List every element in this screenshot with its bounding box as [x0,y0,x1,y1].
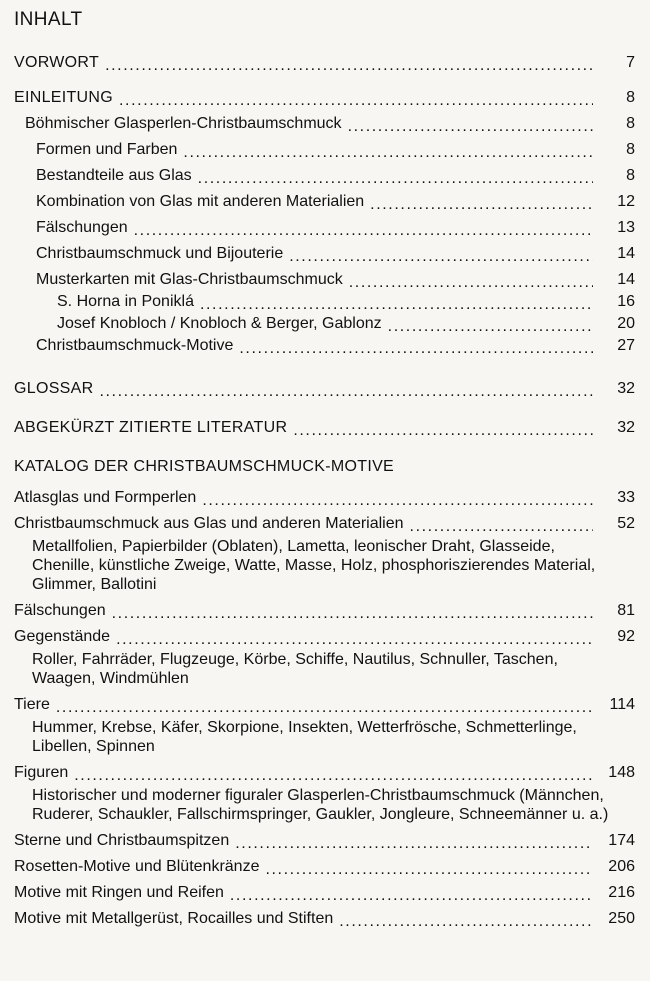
toc-entry-musterkarten[interactable] [0,271,650,289]
dot-leader [105,58,593,72]
toc-entry-label: Kombination von Glas mit anderen Materialien [36,193,365,210]
toc-note-tiere: Hummer, Krebse, Käfer, Skorpione, Insekten, Wetterfrösche, Schmetterlinge, Libellen, Spinnen [32,719,577,755]
spacer [0,133,650,141]
dot-leader [293,423,593,437]
spacer [0,72,650,89]
toc-entry-katalog-der-christbaumschmuck-motive[interactable] [0,458,650,476]
spacer [0,398,650,415]
spacer [0,237,650,245]
toc-entry-label: Josef Knobloch / Knobloch & Berger, Gablonz [57,315,382,332]
spacer [0,876,650,884]
spacer [0,756,650,764]
dot-leader [349,275,593,289]
spacer [0,688,650,696]
spacer [0,185,650,193]
spacer [0,355,650,372]
toc-entry-label: Motive mit Metallgerüst, Rocailles und Stiften [14,910,334,927]
toc-entry-label: Musterkarten mit Glas-Christbaumschmuck [36,271,343,288]
toc-entry-kombination-von-glas[interactable] [0,193,650,211]
toc-entry-rosetten-motive[interactable] [0,858,650,876]
dot-leader [134,223,593,237]
spacer [0,850,650,858]
toc-entry-label: Atlasglas und Formperlen [14,489,197,506]
spacer [0,476,650,489]
dot-leader [119,93,593,107]
spacer [0,372,650,380]
toc-entry-page: 12 [617,193,635,210]
toc-entry-gegenstaende[interactable] [0,628,650,646]
toc-entry-label: GLOSSAR [14,380,94,397]
dot-leader [99,384,593,398]
toc-entry-label: Motive mit Ringen und Reifen [14,884,224,901]
toc-entry-figuren[interactable] [0,764,650,782]
toc-entry-label: Gegenstände [14,628,111,645]
toc-note-gegenstaende: Roller, Fahrräder, Flugzeuge, Körbe, Schiffe, Nautilus, Schnuller, Taschen, Waagen, Windmühlen [32,651,558,687]
toc-entry-label: Christbaumschmuck-Motive [36,337,234,354]
toc-entry-abgekuerzt-zitierte-literatur[interactable] [0,419,650,437]
toc-note-figuren: Historischer und moderner figuraler Glasperlen-Christbaumschmuck (Männchen, Ruderer, Schaukler, Fallschirmspringer, Gaukler, Jongleure, Schneemänner u. a.) [32,787,609,823]
toc-entry-christbaumschmuck-aus-glas[interactable] [0,515,650,533]
toc-entry-page: 14 [617,271,635,288]
toc-entry-label: EINLEITUNG [14,89,114,106]
toc-entry-label: Rosetten-Motive und Blütenkränze [14,858,260,875]
toc-entry-label: Figuren [14,764,69,781]
dot-leader [239,341,593,355]
toc-entry-page: 114 [609,696,635,713]
toc-entry-label: Christbaumschmuck aus Glas und anderen Materialien [14,515,404,532]
toc-entry-page: 32 [617,419,635,436]
toc-entry-label: Formen und Farben [36,141,178,158]
toc-entry-label: S. Horna in Poniklá [57,293,194,310]
toc-entry-label: Christbaumschmuck und Bijouterie [36,245,284,262]
spacer [0,594,650,602]
table-of-contents [0,54,650,928]
toc-entry-page: 7 [626,54,635,71]
dot-leader [200,297,593,311]
spacer [0,437,650,454]
toc-entry-label: Fälschungen [36,219,128,236]
toc-entry-motive-mit-metallgeruest[interactable] [0,910,650,928]
spacer [0,507,650,515]
dot-leader [56,700,593,714]
toc-entry-label: KATALOG DER CHRISTBAUMSCHMUCK-MOTIVE [14,458,395,475]
spacer [0,211,650,219]
dot-leader [339,914,593,928]
toc-entry-josef-knobloch[interactable] [0,315,650,333]
toc-note-christbaumschmuck-aus-glas: Metallfolien, Papierbilder (Oblaten), Lametta, leonischer Draht, Glasseide, Chenille, künstliche Zweige, Watte, Masse, Holz, phosphoriszierendes Material, Glimmer, Ballotini [32,538,596,593]
toc-entry-bestandteile-aus-glas[interactable] [0,167,650,185]
dot-leader [183,145,593,159]
toc-entry-page: 206 [608,858,635,875]
toc-entry-sterne-und-christbaumspitzen[interactable] [0,832,650,850]
toc-entry-glossar[interactable] [0,380,650,398]
toc-entry-label: Tiere [14,696,50,713]
toc-entry-page: 20 [617,315,635,332]
toc-entry-label: Böhmischer Glasperlen-Christbaumschmuck [25,115,342,132]
toc-entry-boehmischer-glasperlen-christbaumschmuck[interactable] [0,115,650,133]
dot-leader [112,606,593,620]
dot-leader [235,836,593,850]
toc-entry-page: 8 [626,89,635,106]
toc-entry-faelschungen-katalog[interactable] [0,602,650,620]
toc-entry-page: 52 [617,515,635,532]
toc-entry-einleitung[interactable] [0,89,650,107]
toc-entry-page: 32 [617,380,635,397]
spacer [0,107,650,115]
dot-leader [410,519,593,533]
dot-leader [370,197,593,211]
toc-entry-page: 8 [626,141,635,158]
toc-entry-page: 250 [608,910,635,927]
toc-entry-page: 174 [608,832,635,849]
toc-entry-tiere[interactable] [0,696,650,714]
toc-entry-page: 13 [617,219,635,236]
spacer [0,263,650,271]
dot-leader [289,249,593,263]
toc-entry-s-horna-in-ponikla[interactable] [0,293,650,311]
toc-entry-page: 148 [608,764,635,781]
dot-leader [388,319,593,333]
toc-entry-label: Sterne und Christbaumspitzen [14,832,230,849]
toc-entry-label: Bestandteile aus Glas [36,167,192,184]
toc-entry-page: 27 [617,337,635,354]
spacer [0,824,650,832]
spacer [0,159,650,167]
toc-entry-motive-mit-ringen-und-reifen[interactable] [0,884,650,902]
toc-entry-page: 8 [626,115,635,132]
dot-leader [265,862,593,876]
toc-entry-page: 16 [617,293,635,310]
toc-entry-label: ABGEKÜRZT ZITIERTE LITERATUR [14,419,288,436]
dot-leader [74,768,593,782]
toc-entry-christbaumschmuck-motive[interactable] [0,337,650,355]
toc-entry-vorwort[interactable] [0,54,650,72]
toc-entry-page: 33 [617,489,635,506]
toc-entry-page: 92 [617,628,635,645]
toc-entry-formen-und-farben[interactable] [0,141,650,159]
toc-entry-page: 216 [608,884,635,901]
dot-leader [198,171,593,185]
dot-leader [348,119,593,133]
toc-entry-atlasglas-und-formperlen[interactable] [0,489,650,507]
spacer [0,620,650,628]
spacer [0,902,650,910]
toc-entry-faelschungen-einleitung[interactable] [0,219,650,237]
toc-entry-label: Fälschungen [14,602,106,619]
dot-leader [230,888,593,902]
page-title: INHALT [14,9,83,30]
toc-entry-page: 81 [617,602,635,619]
toc-entry-page: 8 [626,167,635,184]
dot-leader [202,493,593,507]
toc-entry-christbaumschmuck-und-bijouterie[interactable] [0,245,650,263]
toc-entry-page: 14 [617,245,635,262]
dot-leader [116,632,593,646]
toc-entry-label: VORWORT [14,54,100,71]
